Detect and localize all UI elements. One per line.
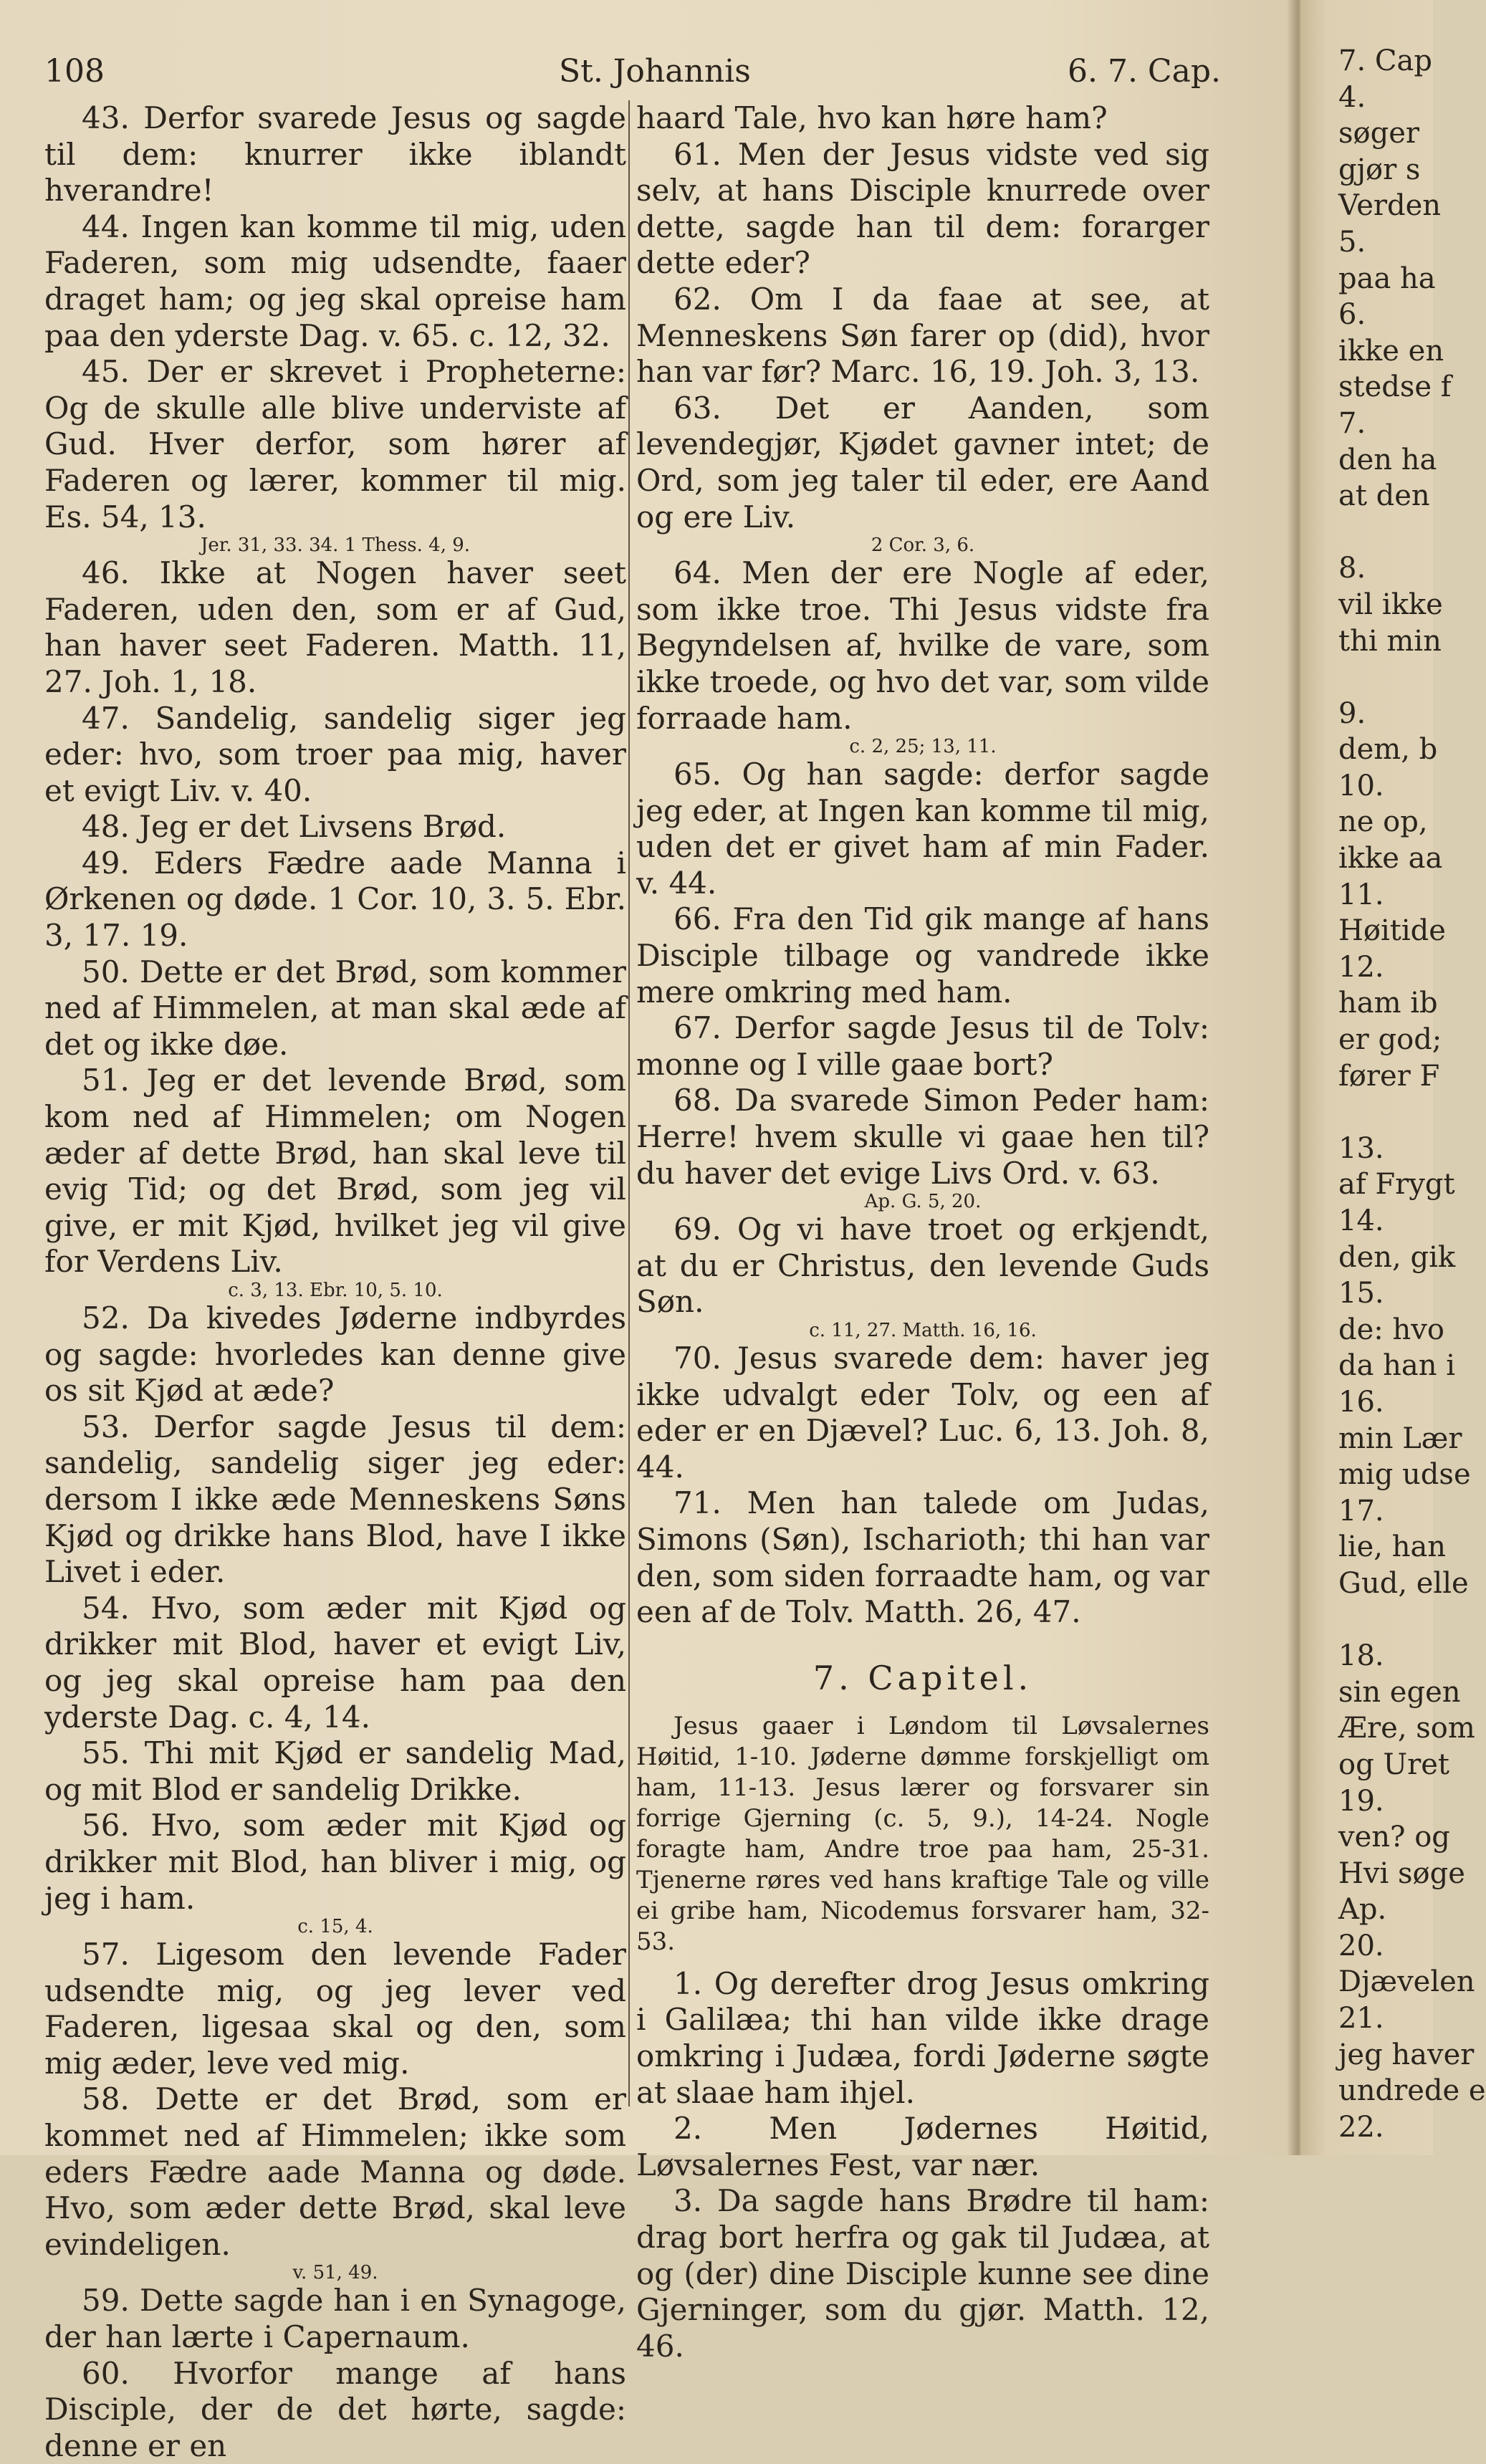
facing-page-line: thi min (1338, 624, 1442, 658)
facing-page-line: da han i (1338, 1349, 1456, 1383)
verse-text: Men der ere Nogle af eder, som ikke troe. Thi Jesus vidste fra Begyndelsen af, hvilke de vare, som ikke troede, og hvo det var, som vilde forraade ham. (636, 555, 1209, 736)
facing-page-line: ham ib (1338, 987, 1438, 1020)
facing-page-line: den ha (1338, 443, 1437, 476)
verse-text: Dette er det Brød, som er kommet ned af Himmelen; ikke som eders Fædre aade Manna og døde. Hvo, som æder dette Brød, skal leve evindeligen. (44, 2081, 626, 2262)
facing-page-line (1338, 1094, 1453, 1131)
verse-number: 49. (82, 845, 130, 881)
verse-number: 64. (674, 555, 722, 591)
verse (44, 2081, 626, 2263)
verse (636, 1485, 1209, 1630)
verse-text: Ligesom den levende Fader udsendte mig, og jeg lever ved Faderen, ligesaa skal og den, som mig æder, leve ved mig. (44, 1937, 626, 2081)
verse-number: 48. (82, 809, 130, 845)
verse-number: 69. (674, 1212, 722, 1247)
right-verses (636, 137, 1209, 1631)
facing-page-line: at den (1338, 479, 1430, 513)
verse (636, 901, 1209, 1010)
verse (44, 2356, 626, 2464)
verse-text: Ingen kan komme til mig, uden Faderen, som mig udsendte, faaer draget ham; og jeg skal opreise ham paa den yderste Dag. (44, 208, 626, 353)
cross-reference: v. 40. (231, 772, 312, 808)
verse (44, 2283, 626, 2355)
verse-number: 54. (82, 1590, 130, 1626)
verse-text: Da kivedes Jøderne indbyrdes og sagde: hvorledes kan denne give os sit Kjød at æde? (44, 1300, 626, 1409)
facing-page-line: 7. (1338, 406, 1366, 440)
verse (44, 809, 626, 845)
marginal-reference: c. 11, 27. Matth. 16, 16. (809, 1320, 1037, 1341)
facing-page-line: ven? og (1338, 1821, 1450, 1854)
verse-number: 70. (674, 1341, 722, 1376)
cross-reference: v. 44. (636, 865, 717, 901)
cross-reference: Matth. 11, 27. Joh. 1, 18. (44, 628, 626, 699)
verse (44, 555, 626, 700)
marginal-reference: v. 51, 49. (292, 2262, 378, 2284)
facing-page-line: 19. (1338, 1784, 1384, 1818)
verse (44, 954, 626, 1063)
marginal-reference: c. 15, 4. (297, 1916, 373, 1938)
facing-page-line: ikke aa (1338, 842, 1443, 876)
verse-text: Ikke at Nogen haver seet Faderen, uden den, som er af Gud, han haver seet Faderen. (44, 555, 626, 663)
verse-text: Der er skrevet i Propheterne: Og de skulle alle blive underviste af Gud. Hver derfor, som hører af Faderen og lærer, kommer til mig. (44, 354, 626, 498)
verse-number: 52. (82, 1300, 130, 1336)
running-title: St. Johannis (559, 53, 751, 90)
facing-page-line: de: hvo (1338, 1313, 1444, 1346)
verse-number: 56. (82, 1808, 130, 1844)
facing-page-line: min Lær (1338, 1422, 1462, 1455)
verse-number: 65. (674, 757, 722, 792)
verse-text: Sandelig, sandelig siger jeg eder: hvo, som troer paa mig, haver et evigt Liv. (44, 700, 626, 808)
facing-page-line: dem, b (1338, 733, 1438, 767)
verse-text: Og vi have troet og erkjendt, at du er Christus, den levende Guds Søn. (636, 1212, 1209, 1320)
verse (44, 1300, 626, 1409)
facing-page-line: Høitide (1338, 914, 1446, 948)
verse-continuation: haard Tale, hvo kan høre ham? (636, 100, 1108, 135)
verse (636, 1966, 1209, 2111)
chapter-marker: 6. 7. Cap. (1068, 53, 1221, 90)
facing-page-line: 14. (1338, 1204, 1384, 1237)
facing-page-line (1338, 514, 1453, 551)
facing-page-line: stedse f (1338, 370, 1452, 404)
verse (636, 390, 1209, 535)
verse (636, 1010, 1209, 1083)
verse-text: Da sagde hans Brødre til ham: drag bort herfra og gak til Judæa, at og (der) dine Disciple kunne see dine Gjerninger, som du gjør. (636, 2183, 1209, 2328)
facing-page-line: 20. (1338, 1929, 1384, 1962)
facing-page-line: 7. Cap (1338, 44, 1432, 77)
verse (636, 1083, 1209, 1192)
right-column (636, 100, 1210, 2364)
marginal-reference: c. 3, 13. Ebr. 10, 5. 10. (228, 1280, 443, 1301)
verse-number: 1. (674, 1965, 703, 2001)
verse-text: Jeg er det Livsens Brød. (139, 809, 507, 845)
verse (636, 137, 1209, 282)
verse-number: 2. (674, 2111, 703, 2147)
facing-page-line: fører F (1338, 1059, 1440, 1093)
facing-page-line: den, gik (1338, 1240, 1456, 1274)
verse (636, 1212, 1209, 1320)
facing-page-line: Ære, som (1338, 1712, 1475, 1745)
facing-page-line: af Frygt (1338, 1168, 1455, 1202)
verse-number: 63. (674, 390, 722, 426)
verse (44, 354, 626, 535)
marginal-reference: c. 2, 25; 13, 11. (849, 736, 997, 758)
verse-text: Derfor sagde Jesus til dem: sandelig, sandelig siger jeg eder: dersom I ikke æde Menneskens Søns Kjød og drikke hans Blod, have I ikke Livet i eder. (44, 1409, 626, 1590)
verse (44, 701, 626, 810)
verse-text: Hvorfor mange af hans Disciple, der de det hørte, sagde: denne er en (44, 2355, 626, 2463)
facing-page-line: vil ikke (1338, 588, 1443, 621)
marginal-reference: 2 Cor. 3, 6. (871, 534, 975, 557)
verse-number: 58. (82, 2081, 130, 2117)
verse-number: 62. (674, 281, 722, 317)
verse-number: 67. (674, 1010, 722, 1046)
facing-page-line: 8. (1338, 552, 1366, 585)
verse-number: 3. (674, 2183, 703, 2219)
verse-number: 57. (82, 1937, 130, 1972)
verse-text: Og han sagde: derfor sagde jeg eder, at Ingen kan komme til mig, uden det er givet ham af min Fader. (636, 757, 1209, 865)
facing-page-line: 6. (1338, 298, 1366, 332)
verse-text: Derfor svarede Jesus og sagde til dem: knurrer ikke iblandt hverandre! (44, 100, 627, 208)
verse-text: Da svarede Simon Peder ham: Herre! hvem skulle vi gaae hen til? du haver det evige Livs Ord. (636, 1083, 1209, 1191)
facing-page-line: 22. (1338, 2110, 1384, 2144)
facing-page-line: Hvi søge (1338, 1856, 1465, 1890)
page-number: 108 (44, 53, 105, 90)
facing-page-line: 17. (1338, 1494, 1384, 1528)
facing-page-line: mig udse (1338, 1458, 1471, 1492)
facing-page-line: 9. (1338, 696, 1366, 730)
facing-page-line: lie, han (1338, 1530, 1447, 1564)
left-column (44, 100, 627, 2463)
cross-reference: Es. 54, 13. (44, 499, 206, 534)
chapter-title: 7. Capitel. (812, 1658, 1033, 1697)
verse-number: 46. (82, 555, 130, 591)
facing-page-line: 13. (1338, 1131, 1384, 1165)
facing-page-line: 4. (1338, 80, 1366, 114)
verse (636, 555, 1209, 737)
facing-page-line: gjør s (1338, 153, 1421, 186)
verse (636, 2183, 1209, 2364)
facing-page-line: 12. (1338, 950, 1384, 984)
verse (44, 1937, 626, 2081)
facing-page-line: Djævelen (1338, 1965, 1475, 1999)
verse-text: Men Jødernes Høitid, Løvsalernes Fest, var nær. (636, 2111, 1210, 2182)
marginal-reference: Ap. G. 5, 20. (864, 1191, 982, 1213)
verse (44, 209, 626, 354)
verse-text: Men han talede om Judas, Simons (Søn), Ischarioth; thi han var den, som siden forraadte ham, og var een af de Tolv. (636, 1485, 1209, 1630)
facing-page-line (1338, 1602, 1453, 1639)
verse-number: 55. (82, 1735, 130, 1771)
cross-reference: v. 65. c. 12, 32. (378, 317, 610, 353)
verse-text: Og derefter drog Jesus omkring i Galilæa; thi han vilde ikke drage omkring i Judæa, fordi Jøderne søgte at slaae ham ihjel. (636, 1965, 1209, 2110)
facing-page-line: Gud, elle (1338, 1566, 1469, 1600)
facing-page-line: er god; (1338, 1023, 1442, 1057)
cross-reference: c. 4, 14. (248, 1699, 370, 1735)
verse (636, 1341, 1209, 1485)
verse-text: Men der Jesus vidste ved sig selv, at hans Disciple knurrede over dette, sagde han til dem: forarger dette eder? (636, 136, 1209, 281)
verse-number: 43. (82, 100, 130, 135)
facing-page-line: 5. (1338, 225, 1366, 259)
verse-text: Dette sagde han i en Synagoge, der han lærte i Capernaum. (44, 2283, 626, 2355)
verse-text: Derfor sagde Jesus til de Tolv: monne og I ville gaae bort? (636, 1010, 1209, 1082)
verse-number: 59. (82, 2283, 130, 2319)
facing-page-line: 11. (1338, 878, 1384, 911)
verse-number: 50. (82, 954, 130, 989)
facing-page-line: Verden (1338, 189, 1442, 223)
verse-number: 44. (82, 208, 130, 244)
verse-number: 68. (674, 1083, 722, 1118)
verse-number: 66. (674, 901, 722, 937)
facing-page-line: 21. (1338, 2002, 1384, 2036)
verse (44, 1591, 626, 1735)
facing-page-line: 15. (1338, 1277, 1384, 1310)
verse (636, 2111, 1209, 2183)
verse-number: 61. (674, 136, 722, 172)
column-divider (628, 100, 630, 2106)
verse-text: Om I da faae at see, at Menneskens Søn farer op (did), hvor han var før? (636, 281, 1210, 390)
verse-number: 53. (82, 1409, 130, 1444)
cross-reference: 1 Cor. 10, 3. 5. Ebr. 3, 17. 19. (44, 881, 626, 954)
facing-page-line: og Uret (1338, 1748, 1449, 1781)
chapter-summary: Jesus gaaer i Løndom til Løvsalernes Høitid, 1-10. Jøderne dømme forskjelligt om ham, 11-13. Jesus lærer og forsvarer sin forrige Gjerning (c. 5, 9.), 14-24. Nogle foragte ham, Andre troe paa ham, 25-31. Tjenerne røres ved hans kraftige Tale og ville ei gribe ham, Nicodemus forsvarer ham, 32-53. (636, 1711, 1209, 1956)
verse (44, 1735, 626, 1808)
verse-number: 60. (82, 2355, 130, 2391)
cross-reference: v. 63. (1079, 1155, 1160, 1191)
verse-text: Jeg er det levende Brød, som kom ned af Himmelen; om Nogen æder af dette Brød, han skal leve til evig Tid; og det Brød, som jeg vil give, er mit Kjød, hvilket jeg vil give for Verdens Liv. (44, 1063, 626, 1280)
facing-page-line (1338, 659, 1453, 696)
verse-text: Dette er det Brød, som kommer ned af Himmelen, at man skal æde af det og ikke døe. (44, 954, 626, 1062)
chapter-seven-verses (636, 1966, 1209, 2365)
verse-number: 51. (82, 1063, 130, 1098)
verse-number: 71. (674, 1485, 722, 1521)
facing-page-line: undrede e (1338, 2074, 1486, 2108)
verse-text: Thi mit Kjød er sandelig Mad, og mit Blod er sandelig Drikke. (44, 1735, 626, 1807)
verse (44, 845, 626, 954)
verse-text: Eders Fædre aade Manna i Ørkenen og døde. (44, 845, 626, 917)
facing-page-line: jeg haver (1338, 2038, 1475, 2071)
verse (44, 100, 626, 209)
verse-text: Fra den Tid gik mange af hans Disciple tilbage og vandrede ikke mere omkring med ham. (636, 901, 1209, 1010)
facing-page-line: 18. (1338, 1639, 1384, 1673)
marginal-reference: Jer. 31, 33. 34. 1 Thess. 4, 9. (200, 534, 471, 557)
verse-text: Hvo, som æder mit Kjød og drikker mit Blod, haver et evigt Liv, og jeg skal opreise ham paa den yderste Dag. (44, 1590, 626, 1735)
verse (44, 1808, 626, 1917)
verse (636, 757, 1209, 901)
facing-page-line: 10. (1338, 769, 1384, 802)
facing-page-line: 16. (1338, 1385, 1384, 1419)
facing-page-line: ne op, (1338, 805, 1428, 839)
facing-page-line: paa ha (1338, 262, 1436, 295)
verse-text: Det er Aanden, som levendegjør, Kjødet gavner intet; de Ord, som jeg taler til eder, ere Aand og ere Liv. (636, 390, 1209, 534)
cross-reference: Marc. 16, 19. Joh. 3, 13. (830, 354, 1200, 390)
verse (44, 1063, 626, 1280)
facing-page-text (1338, 43, 1486, 2145)
cross-reference: Matth. 12, 46. (636, 2292, 1209, 2364)
verse-text: Hvo, som æder mit Kjød og drikker mit Blod, han bliver i mig, og jeg i ham. (44, 1808, 626, 1916)
verse (636, 282, 1209, 390)
verse-number: 47. (82, 700, 130, 736)
facing-page-line: Ap. (1338, 1893, 1387, 1927)
facing-page-line: ikke en (1338, 334, 1444, 368)
cross-reference: Luc. 6, 13. Joh. 8, 44. (636, 1413, 1209, 1485)
verse-text: Jesus svarede dem: haver jeg ikke udvalgt eder Tolv, og een af eder er en Djævel? (636, 1341, 1209, 1449)
verse (44, 1409, 626, 1591)
facing-page-line: sin egen (1338, 1675, 1461, 1709)
verse-number: 45. (82, 354, 130, 390)
facing-page-line: søger (1338, 117, 1420, 150)
cross-reference: Matth. 26, 47. (864, 1594, 1081, 1630)
